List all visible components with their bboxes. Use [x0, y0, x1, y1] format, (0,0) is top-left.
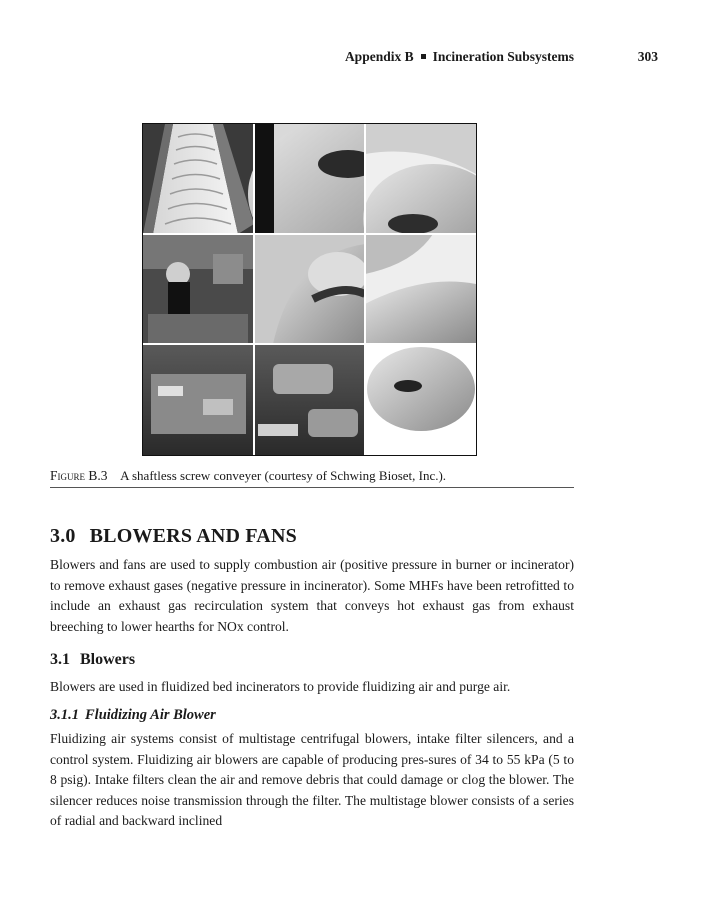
page-number: 303 [637, 49, 658, 64]
figure-caption-text: A shaftless screw conveyer (courtesy of Schwing Bioset, Inc.). [120, 468, 447, 483]
running-head [300, 49, 658, 69]
subsubsection-paragraph: Fluidizing air systems consist of multistage centrifugal blowers, intake filter silencers, and a control system. Fluidizing air blowers are capable of producing pres-sures of 34 to 55 kPa (5 to 8 psig). Intake filters clean the air and remove debris that could damage or clog the blower. The silencer reduces noise transmission through the filter. The multistage blower consists of a series of radial and backward inclined [50, 731, 574, 828]
chapter-label: Appendix B [344, 49, 414, 64]
figure-caption [50, 468, 574, 484]
subsection-number: 3.1 [50, 651, 70, 668]
subsubsection-number: 3.1.1 [50, 707, 79, 723]
screw-conveyer-photo-collage [143, 124, 476, 455]
subsubsection-heading [50, 707, 216, 724]
chapter-subtitle: Incineration Subsystems [432, 49, 574, 64]
section-paragraph: Blowers and fans are used to supply combustion air (positive pressure in burner or incinerator) to remove exhaust gases (negative pressure in incinerator). Some MHFs have been retrofitted to include an exhaust gas recirculation system that conveys hot exhaust gas from exhaust breeching to lower hearths for NOx control. [50, 557, 574, 634]
subsection-paragraph: Blowers are used in fluidized bed incinerators to provide fluidizing air and purge air. [50, 679, 511, 694]
figure-image [142, 123, 477, 456]
section-number: 3.0 [50, 525, 76, 547]
running-head-title [345, 49, 574, 65]
section-heading [50, 525, 297, 548]
figure-label: Figure B.3 [50, 468, 108, 483]
subsection-title: Blowers [80, 651, 136, 668]
section-title: BLOWERS AND FANS [89, 525, 297, 547]
subsection-heading [50, 651, 135, 669]
subsubsection-title: Fluidizing Air Blower [85, 707, 216, 723]
caption-divider [50, 487, 574, 488]
bullet-icon [421, 54, 426, 59]
